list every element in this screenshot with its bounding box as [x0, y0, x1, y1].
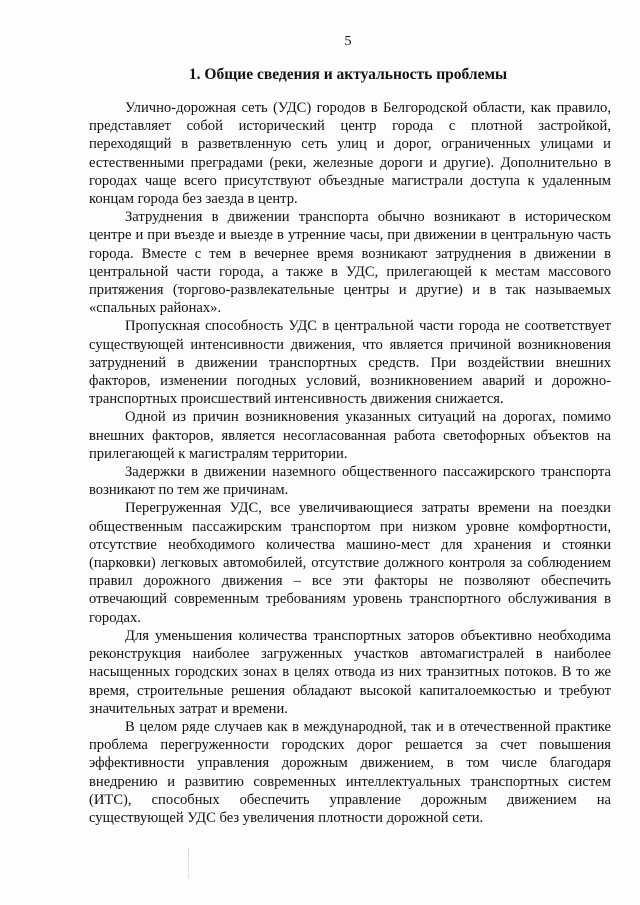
paragraph: Задержки в движении наземного общественного пассажирского транспорта возникают по тем же причинам. [89, 464, 611, 499]
paragraph: Одной из причин возникновения указанных ситуаций на дорогах, помимо внешних факторов, является несогласованная работа светофорных объектов на прилегающей к магистралям территории. [89, 409, 611, 462]
paragraph: Перегруженная УДС, все увеличивающиеся затраты времени на поездки общественным пассажирским транспортом при низком уровне комфортности, отсутствие необходимого количества машино-мест для хранения и стоянки (парковки) легковых автомобилей, отсутствие должного контроля за соблюдением правил дорожного движения – все эти факторы не позволяют обеспечить отвечающий современным требованиям уровень транспортного обслуживания в городах. [89, 500, 611, 626]
section-heading: 1. Общие сведения и актуальность проблемы [188, 66, 508, 83]
paragraph: Затруднения в движении транспорта обычно возникают в историческом центре и при въезде и выезде в утренние часы, при движении в центральную часть города. Вместе с тем в вечернее время возникают затруднения в движении в центральной части города, а также в УДС, прилегающей к местам массового притяжения (торгово-развлекательные центры и другие) и в так называемых «спальных районах». [89, 209, 611, 317]
page-number: 5 [344, 34, 352, 49]
body-text [89, 99, 611, 827]
paragraph: Пропускная способность УДС в центральной части города не соответствует существующей интенсивности движения, что является причиной возникновения затруднений в движении транспортных средств. При воздействии внешних факторов, изменении погодных условий, возникновением аварий и дорожно-транспортных происшествий интенсивность движения снижается. [89, 318, 611, 408]
paragraph: Для уменьшения количества транспортных заторов объективно необходима реконструкция наиболее загруженных участков автомагистралей в наиболее насыщенных городских зонах в целях отвода из них транзитных потоков. В то же время, строительные решения обладают высокой капиталоемкостью и требуют значительных затрат и времени. [89, 627, 611, 717]
paragraph: Улично-дорожная сеть (УДС) городов в Белгородской области, как правило, представляет собой исторический центр города с плотной застройкой, переходящий в разветвленную сеть улиц и дорог, ограниченных улицами и естественными преградами (реки, железные дороги и другие). Дополнительно в городах чаще всего присутствуют объездные магистрали доступа к удаленным концам города без заезда в центр. [89, 100, 611, 208]
scan-artifact [188, 848, 190, 878]
paragraph: В целом ряде случаев как в международной, так и в отечественной практике проблема перегруженности городских дорог решается за счет повышения эффективности управления дорожным движением, в том числе благодаря внедрению и развитию современных интеллектуальных транспортных систем (ИТС), способных обеспечить управление дорожным движением на существующей УДС без увеличения плотности дорожной сети. [89, 718, 611, 826]
